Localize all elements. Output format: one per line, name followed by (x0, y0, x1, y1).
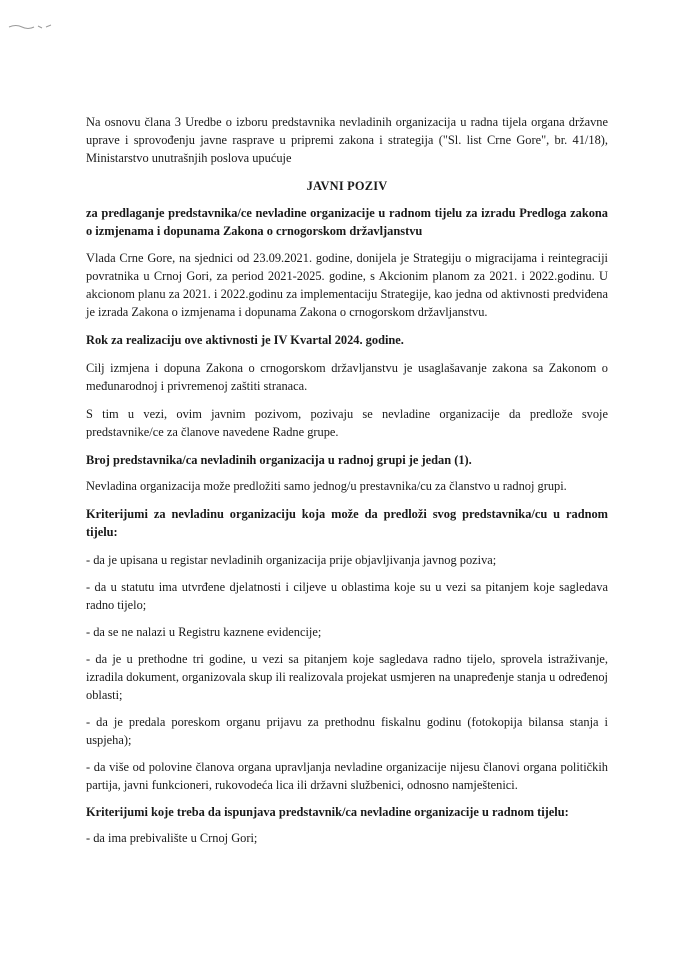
rep-criteria-list (86, 829, 608, 847)
list-item: - da je u prethodne tri godine, u vezi sa pitanjem koje sagledava radno tijelo, sprovela istraživanje, izradila dokument, organizovala skup ili realizovala projekat usmjeren na unapređenje stanja u određenoj oblasti; (86, 652, 608, 702)
org-criteria-heading: Kriterijumi za nevladinu organizaciju koja može da predloži svog predstavnika/cu u radnom tijelu: (86, 507, 608, 539)
deadline-heading: Rok za realizaciju ove aktivnosti je IV Kvartal 2024. godine. (86, 333, 404, 347)
scan-artifact-mark (8, 22, 52, 30)
list-item: - da više od polovine članova organa upravljanja nevladine organizacije nijesu članovi organa političkih partija, javni funkcioneri, rukovodeća lica ili državni službenici, odnosno namještenici. (86, 760, 608, 792)
document-subtitle: za predlaganje predstavnika/ce nevladine organizacije u radnom tijelu za izradu Predloga zakona o izmjenama i dopunama Zakona o crnogorskom državljanstvu (86, 206, 608, 238)
document-title: JAVNI POZIV (306, 179, 388, 193)
count-heading: Broj predstavnika/ca nevladinih organizacija u radnoj grupi je jedan (1). (86, 453, 472, 467)
rep-criteria-heading: Kriterijumi koje treba da ispunjava predstavnik/ca nevladine organizacije u radnom tijelu: (86, 805, 569, 819)
org-criteria-list (86, 551, 608, 794)
list-item: - da u statutu ima utvrđene djelatnosti i ciljeve u oblastima koje su u vezi sa pitanjem koje sagledava radno tijelo; (86, 580, 608, 612)
count-paragraph: Nevladina organizacija može predložiti samo jednog/u prestavnika/cu za članstvo u radnoj grupi. (86, 479, 567, 493)
intro-paragraph: Na osnovu člana 3 Uredbe o izboru predstavnika nevladinih organizacija u radna tijela organa državne uprave i sprovođenju javne rasprave u pripremi zakona i strategija ("Sl. list Crne Gore", br. 41/18), Ministarstvo unutrašnjih poslova upućuje (86, 115, 608, 165)
list-item: - da je upisana u registar nevladinih organizacija prije objavljivanja javnog poziva; (86, 553, 497, 567)
list-item: - da ima prebivalište u Crnoj Gori; (86, 831, 258, 845)
list-item: - da je predala poreskom organu prijavu za prethodnu fiskalnu godinu (fotokopija bilansa stanja i uspjeha); (86, 715, 608, 747)
goal-paragraph: Cilj izmjena i dopuna Zakona o crnogorskom državljanstvu je usaglašavanje zakona sa Zakonom o međunarodnoj i privremenoj zaštiti stranaca. (86, 361, 608, 393)
list-item: - da se ne nalazi u Registru kaznene evidencije; (86, 625, 322, 639)
background-paragraph: Vlada Crne Gore, na sjednici od 23.09.2021. godine, donijela je Strategiju o migracijama i reintegraciji povratnika u Crnoj Gori, za period 2021-2025. godine, s Akcionim planom za 2021. i 2022.godinu. U akcionom planu za 2021. i 2022.godinu za implementaciju Strategije, kao jedna od aktivnosti predviđena je izrada Zakona o izmjenama i dopunama Zakona o crnogorskom državljanstvu. (86, 251, 608, 319)
document-page (86, 113, 608, 856)
invitation-paragraph: S tim u vezi, ovim javnim pozivom, pozivaju se nevladine organizacije da predlože svoje predstavnike/ce za članove navedene Radne grupe. (86, 407, 608, 439)
